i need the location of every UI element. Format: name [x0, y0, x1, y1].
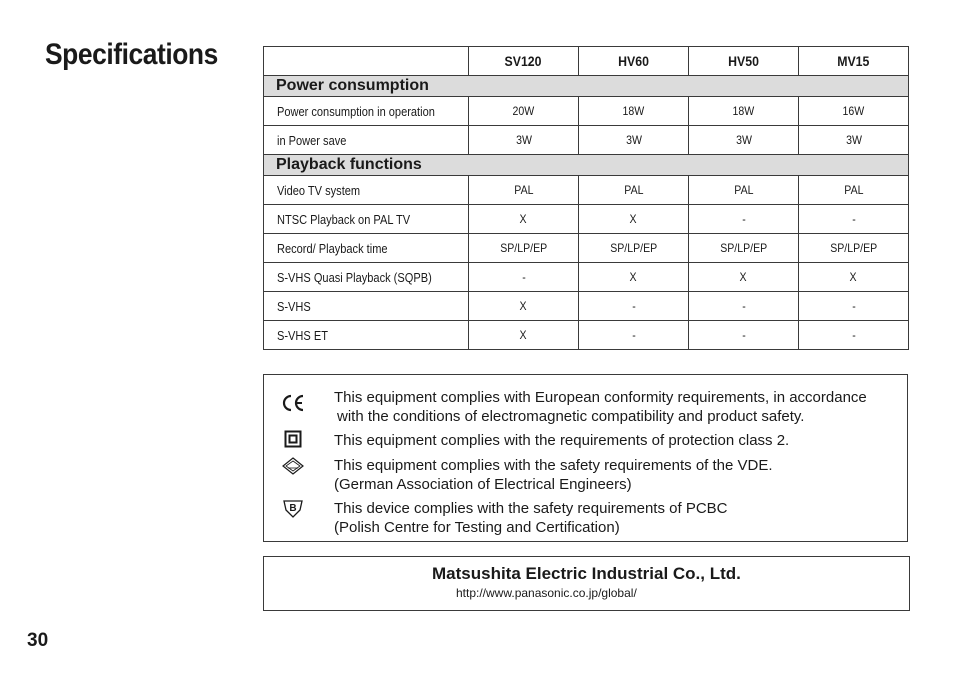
table-cell: PAL [469, 176, 579, 205]
table-row [264, 321, 909, 350]
row-label: Power consumption in operation [264, 97, 469, 126]
row-label: Record/ Playback time [264, 234, 469, 263]
row-label: Video TV system [264, 176, 469, 205]
table-cell: - [799, 321, 909, 350]
table-cell: - [579, 292, 689, 321]
table-cell: SP/LP/EP [579, 234, 689, 263]
table-cell: - [579, 321, 689, 350]
table-cell: 3W [579, 126, 689, 155]
page-title: Specifications [45, 38, 218, 71]
table-cell: 3W [469, 126, 579, 155]
table-cell: X [469, 205, 579, 234]
table-cell: X [579, 263, 689, 292]
row-label: S-VHS ET [264, 321, 469, 350]
table-row [264, 126, 909, 155]
table-cell: SP/LP/EP [689, 234, 799, 263]
header-empty-cell [264, 47, 469, 76]
specifications-table [263, 46, 909, 350]
table-cell: - [799, 205, 909, 234]
row-label: in Power save [264, 126, 469, 155]
compliance-text: This device complies with the safety requirements of PCBC (Polish Centre for Testing and Certification) [334, 500, 728, 536]
compliance-text: This equipment complies with European conformity requirements, in accordance with the conditions of electromagnetic compatibility and product safety. [334, 389, 867, 425]
table-cell: X [469, 321, 579, 350]
compliance-text: This equipment complies with the safety requirements of the VDE. (German Association of Electrical Engineers) [334, 457, 773, 493]
table-row [264, 234, 909, 263]
table-row [264, 263, 909, 292]
section-title-power: Power consumption [264, 76, 909, 97]
table-cell: - [689, 321, 799, 350]
section-header-row [264, 76, 909, 97]
manufacturer-box [263, 556, 910, 611]
ce-mark-icon [280, 392, 306, 414]
table-cell: - [689, 205, 799, 234]
column-header: SV120 [469, 47, 579, 76]
table-cell: 18W [579, 97, 689, 126]
table-row [264, 97, 909, 126]
compliance-box [263, 374, 908, 542]
table-cell: X [689, 263, 799, 292]
table-cell: PAL [799, 176, 909, 205]
column-header: HV60 [579, 47, 689, 76]
page-number: 30 [27, 630, 49, 651]
table-cell: 3W [799, 126, 909, 155]
column-header: MV15 [799, 47, 909, 76]
table-cell: - [469, 263, 579, 292]
vde-mark-icon [280, 455, 306, 477]
table-row [264, 176, 909, 205]
section-title-playback: Playback functions [264, 155, 909, 176]
table-cell: X [469, 292, 579, 321]
compliance-text: This equipment complies with the requirements of protection class 2. [334, 432, 790, 449]
table-cell: SP/LP/EP [799, 234, 909, 263]
table-cell: X [799, 263, 909, 292]
table-cell: PAL [579, 176, 689, 205]
table-cell: 16W [799, 97, 909, 126]
section-header-row [264, 155, 909, 176]
table-header-row [264, 47, 909, 76]
table-cell: X [579, 205, 689, 234]
svg-text:B: B [289, 503, 297, 514]
manufacturer-url: http://www.panasonic.co.jp/global/ [456, 586, 637, 600]
row-label: NTSC Playback on PAL TV [264, 205, 469, 234]
row-label: S-VHS [264, 292, 469, 321]
table-cell: PAL [689, 176, 799, 205]
table-cell: - [799, 292, 909, 321]
manufacturer-name: Matsushita Electric Industrial Co., Ltd. [432, 564, 741, 583]
row-label: S-VHS Quasi Playback (SQPB) [264, 263, 469, 292]
table-cell: 18W [689, 97, 799, 126]
column-header: HV50 [689, 47, 799, 76]
table-cell: 3W [689, 126, 799, 155]
table-row [264, 205, 909, 234]
table-cell: SP/LP/EP [469, 234, 579, 263]
b-safety-mark-icon [280, 498, 306, 520]
table-cell: - [689, 292, 799, 321]
class2-double-square-icon [280, 428, 306, 450]
table-cell: 20W [469, 97, 579, 126]
table-row [264, 292, 909, 321]
